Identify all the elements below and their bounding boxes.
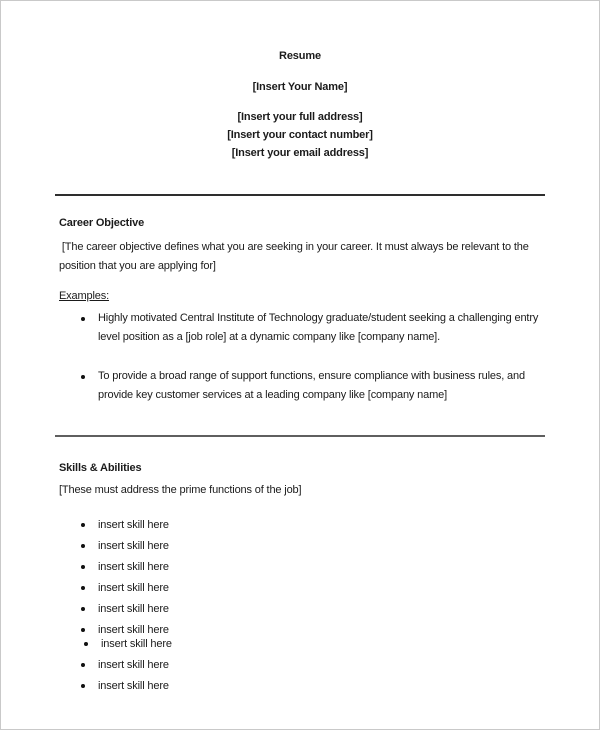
career-objective-section (1, 216, 599, 405)
skills-heading: Skills & Abilities (59, 462, 142, 474)
list-item: insert skill here (98, 539, 545, 553)
list-item: insert skill here (98, 602, 545, 616)
name-placeholder: [Insert Your Name] (252, 81, 348, 93)
address-placeholder: [Insert your full address] (237, 111, 363, 123)
document-header (1, 48, 599, 162)
section-divider-top (55, 194, 545, 196)
list-item: insert skill here (98, 679, 545, 693)
skills-section (1, 461, 599, 693)
list-item: insert skill here (98, 658, 545, 672)
contact-block (1, 108, 599, 162)
list-item: insert skill here (98, 518, 545, 532)
list-item: Highly motivated Central Institute of Technology graduate/student seeking a challenging entry level position as a [job role] at a dynamic company like [company name]. (98, 309, 545, 347)
list-item: insert skill here (98, 581, 545, 595)
skills-description: [These must address the prime functions of the job] (59, 484, 302, 496)
examples-label: Examples: (59, 290, 110, 302)
list-item: insert skill here (101, 637, 545, 651)
list-item: To provide a broad range of support functions, ensure compliance with business rules, and provide key customer services at a leading company like [company name] (98, 367, 545, 405)
career-objective-description: [The career objective defines what you are seeking in your career. It must always be relevant to the position that you are applying for] (59, 241, 532, 272)
section-divider-middle (55, 435, 545, 437)
examples-list (1, 309, 545, 405)
contact-number-placeholder: [Insert your contact number] (227, 129, 373, 141)
skills-list (1, 518, 545, 693)
list-item: insert skill here (98, 623, 545, 637)
career-objective-heading: Career Objective (59, 217, 145, 229)
list-item: insert skill here (98, 560, 545, 574)
email-placeholder: [Insert your email address] (231, 147, 369, 159)
document-title: Resume (279, 50, 321, 62)
